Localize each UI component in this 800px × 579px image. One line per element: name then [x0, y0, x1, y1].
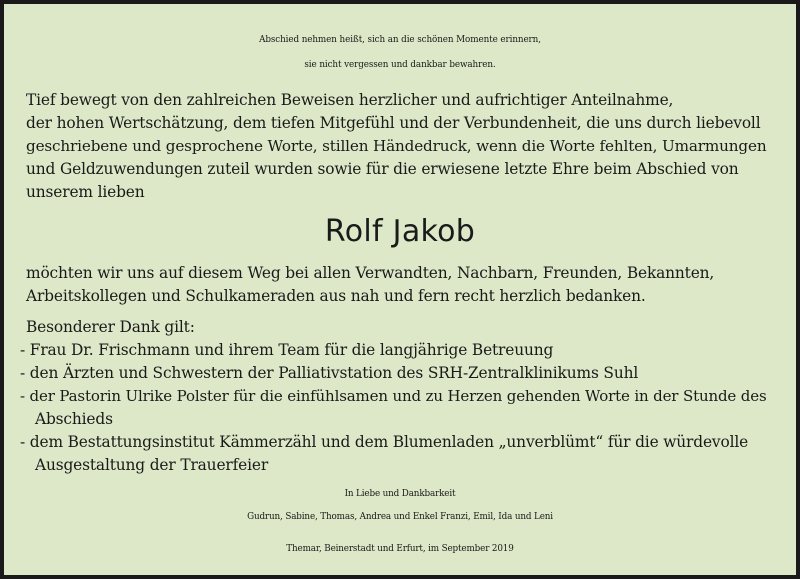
- place-date: Themar, Beinerstadt und Erfurt, im September 2019: [286, 544, 514, 554]
- deceased-name: Rolf Jakob: [324, 214, 476, 249]
- closing: In Liebe und Dankbarkeit: [344, 489, 456, 499]
- signatories: Gudrun, Sabine, Thomas, Andrea und Enkel Franzi, Emil, Ida und Leni: [247, 512, 553, 522]
- quote-line-1: Abschied nehmen heißt, sich an die schönen Momente erinnern,: [259, 35, 541, 45]
- thanks-line-1: möchten wir uns auf diesem Weg bei allen Verwandten, Nachbarn, Freunden, Bekannten,: [26, 264, 715, 282]
- thanks-line-2: Arbeitskollegen und Schulkameraden aus nah und fern recht herzlich bedanken.: [26, 287, 646, 305]
- special-item-1: - Frau Dr. Frischmann und ihrem Team für die langjährige Betreuung: [20, 341, 554, 359]
- special-item-4: - dem Bestattungsinstitut Kämmerzähl und dem Blumenladen „unverblümt“ für die würdevolle: [20, 433, 749, 451]
- special-item-4-cont: Ausgestaltung der Trauerfeier: [35, 456, 269, 474]
- intro-line-4: und Geldzuwendungen zuteil wurden sowie für die erwiesene letzte Ehre beim Abschied von: [26, 160, 739, 178]
- intro-line-2: der hohen Wertschätzung, dem tiefen Mitgefühl und der Verbundenheit, die uns durch liebevoll: [26, 114, 761, 132]
- obituary-card: [4, 4, 796, 575]
- special-item-2: - den Ärzten und Schwestern der Palliativstation des SRH-Zentralklinikums Suhl: [20, 364, 639, 382]
- special-item-3: - der Pastorin Ulrike Polster für die einfühlsamen und zu Herzen gehenden Worte in der Stunde des: [20, 387, 767, 405]
- intro-line-5: unserem lieben: [26, 183, 145, 201]
- special-heading: Besonderer Dank gilt:: [26, 318, 195, 336]
- quote-line-2: sie nicht vergessen und dankbar bewahren.: [304, 60, 496, 70]
- intro-line-3: geschriebene und gesprochene Worte, stillen Händedruck, wenn die Worte fehlten, Umarmungen: [26, 137, 767, 155]
- intro-line-1: Tief bewegt von den zahlreichen Beweisen herzlicher und aufrichtiger Anteilnahme,: [26, 91, 674, 109]
- special-item-3-cont: Abschieds: [35, 410, 113, 428]
